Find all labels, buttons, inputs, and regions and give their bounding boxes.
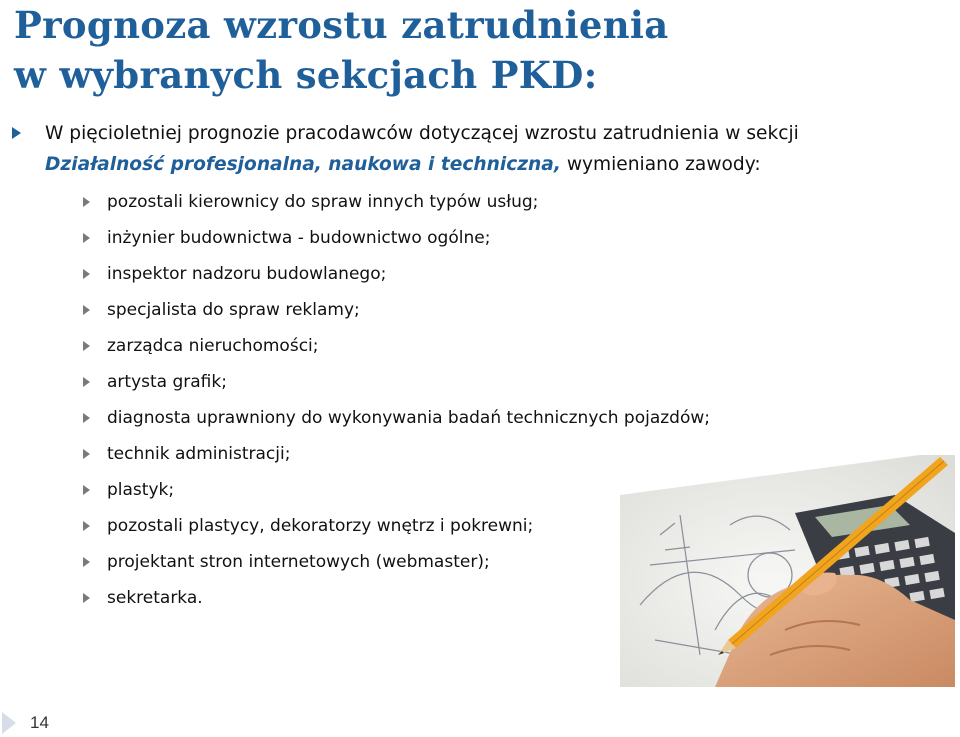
list-item-text: sekretarka. <box>107 588 203 608</box>
hand-writing-illustration <box>620 455 955 687</box>
list-item <box>83 184 843 220</box>
footer-bar <box>0 709 960 737</box>
list-item <box>83 400 843 436</box>
list-item-text: artysta grafik; <box>107 372 227 392</box>
triangle-bullet-icon <box>83 341 90 351</box>
list-item-text: projektant stron internetowych (webmaster); <box>107 552 490 572</box>
list-item-text: specjalista do spraw reklamy; <box>107 300 360 320</box>
intro-text <box>45 118 799 180</box>
intro-line-2-suffix: wymieniano zawody: <box>560 154 761 175</box>
intro-row <box>12 118 942 180</box>
list-item <box>83 220 843 256</box>
triangle-bullet-icon <box>83 305 90 315</box>
triangle-bullet-icon <box>83 377 90 387</box>
intro-line-2 <box>45 149 799 180</box>
triangle-bullet-icon <box>83 269 90 279</box>
list-item-text: pozostali kierownicy do spraw innych typów usług; <box>107 192 539 212</box>
list-item <box>83 328 843 364</box>
list-item-text: pozostali plastycy, dekoratorzy wnętrz i pokrewni; <box>107 516 534 536</box>
section-name: Działalność profesjonalna, naukowa i techniczna, <box>45 154 561 175</box>
list-item-text: zarządca nieruchomości; <box>107 336 319 356</box>
title-line-1: Prognoza wzrostu zatrudnienia <box>14 3 669 47</box>
page-number: 14 <box>30 713 49 732</box>
list-item <box>83 364 843 400</box>
chevron-right-icon <box>2 712 16 734</box>
title-line-2: w wybranych sekcjach PKD: <box>14 53 598 97</box>
triangle-bullet-icon <box>83 557 90 567</box>
triangle-bullet-icon <box>83 413 90 423</box>
triangle-bullet-icon <box>83 521 90 531</box>
list-item <box>83 292 843 328</box>
list-item-text: diagnosta uprawniony do wykonywania badań technicznych pojazdów; <box>107 408 710 428</box>
triangle-bullet-icon <box>83 593 90 603</box>
page-title <box>14 0 944 100</box>
list-item-text: plastyk; <box>107 480 175 500</box>
triangle-bullet-icon <box>12 127 21 139</box>
intro-line-1: W pięcioletniej prognozie pracodawców dotyczącej wzrostu zatrudnienia w sekcji <box>45 123 799 144</box>
list-item-text: inżynier budownictwa - budownictwo ogólne; <box>107 228 491 248</box>
triangle-bullet-icon <box>83 485 90 495</box>
list-item-text: inspektor nadzoru budowlanego; <box>107 264 387 284</box>
triangle-bullet-icon <box>83 449 90 459</box>
intro-paragraph <box>12 118 942 180</box>
triangle-bullet-icon <box>83 233 90 243</box>
list-item-text: technik administracji; <box>107 444 291 464</box>
hand-writing-photo <box>620 455 955 687</box>
list-item <box>83 256 843 292</box>
triangle-bullet-icon <box>83 197 90 207</box>
